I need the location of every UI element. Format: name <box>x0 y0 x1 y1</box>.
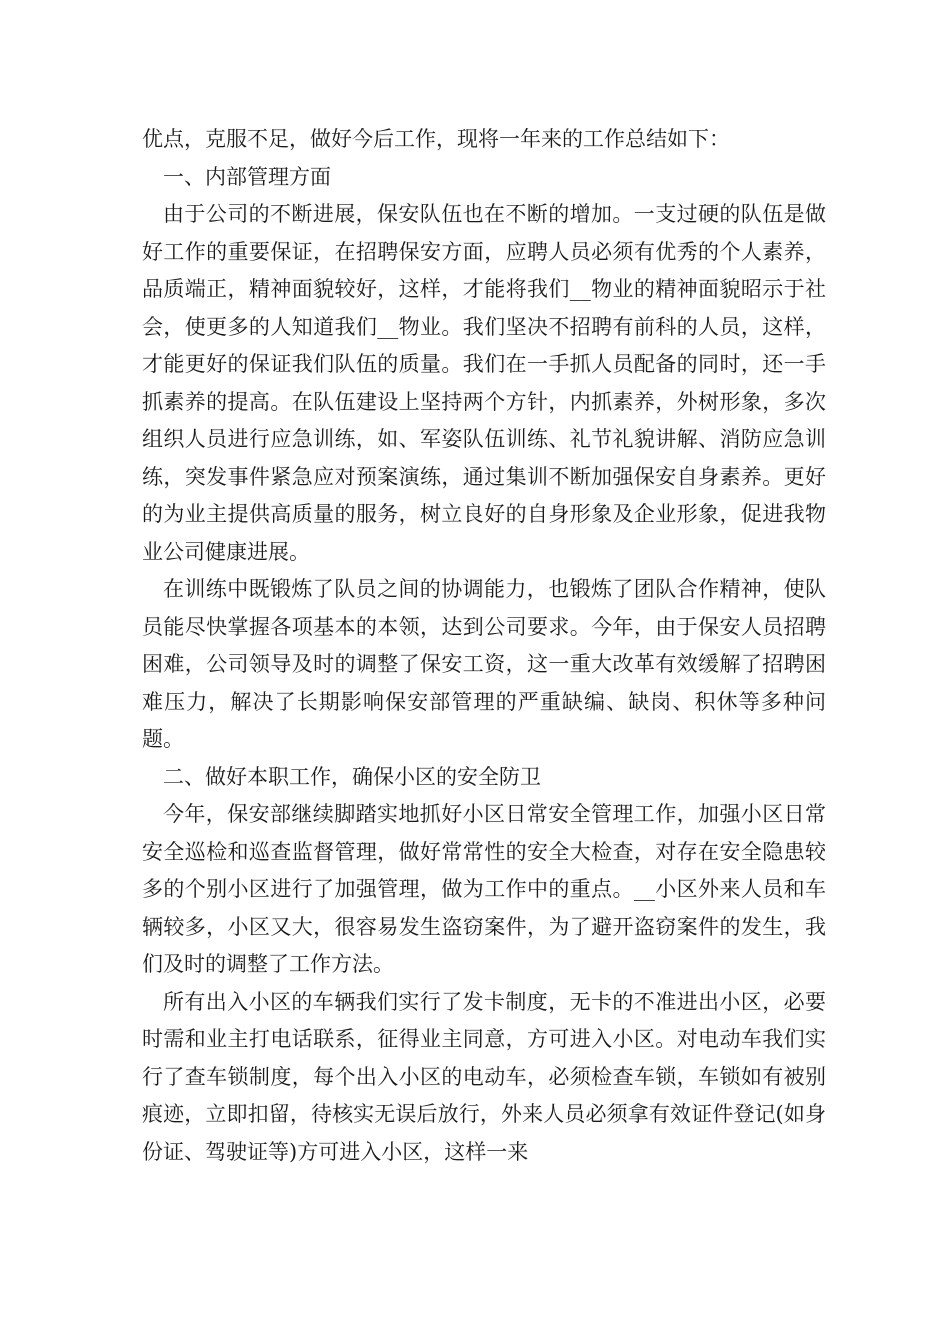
paragraph-vehicle-access: 所有出入小区的车辆我们实行了发卡制度，无卡的不准进出小区，必要时需和业主打电话联系，征得业主同意，方可进入小区。对电动车我们实行了查车锁制度，每个出入小区的电动车，必须检查车锁，车锁如有被别痕迹，立即扣留，待核实无误后放行，外来人员必须拿有效证件登记(如身份证、驾驶证等)方可进入小区，这样一来 <box>142 989 826 1164</box>
paragraph-daily-security: 今年，保安部继续脚踏实地抓好小区日常安全管理工作，加强小区日常安全巡检和巡查监督管理，做好常常性的安全大检查，对存在安全隐患较多的个别小区进行了加强管理，做为工作中的重点。__小区外来人员和车辆较多，小区又大，很容易发生盗窃案件，为了避开盗窃案件的发生，我们及时的调整了工作方法。 <box>142 802 826 976</box>
section-heading-internal-management: 一、内部管理方面 <box>163 164 331 189</box>
paragraph-team-building: 由于公司的不断进展，保安队伍也在不断的增加。一支过硬的队伍是做好工作的重要保证，在招聘保安方面，应聘人员必须有优秀的个人素养，品质端正，精神面貌较好，这样，才能将我们__物业的精神面貌昭示于社会，使更多的人知道我们__物业。我们坚决不招聘有前科的人员，这样，才能更好的保证我们队伍的质量。我们在一手抓人员配备的同时，还一手抓素养的提高。在队伍建设上坚持两个方针，内抓素养，外树形象，多次组织人员进行应急训练，如、军姿队伍训练、礼节礼貌讲解、消防应急训练，突发事件紧急应对预案演练，通过集训不断加强保安自身素养。更好的为业主提供高质量的服务，树立良好的自身形象及企业形象，促进我物业公司健康进展。 <box>142 202 826 564</box>
section-heading-security-duty: 二、做好本职工作，确保小区的安全防卫 <box>163 764 541 789</box>
document-body <box>142 121 826 1171</box>
paragraph-training-results: 在训练中既锻炼了队员之间的协调能力，也锻炼了团队合作精神，使队员能尽快掌握各项基本的本领，达到公司要求。今年，由于保安人员招聘困难，公司领导及时的调整了保安工资，这一重大改革有效缓解了招聘困难压力，解决了长期影响保安部管理的严重缺编、缺岗、积休等多种问题。 <box>142 577 826 751</box>
paragraph-intro-continuation: 优点，克服不足，做好今后工作，现将一年来的工作总结如下： <box>142 127 730 151</box>
